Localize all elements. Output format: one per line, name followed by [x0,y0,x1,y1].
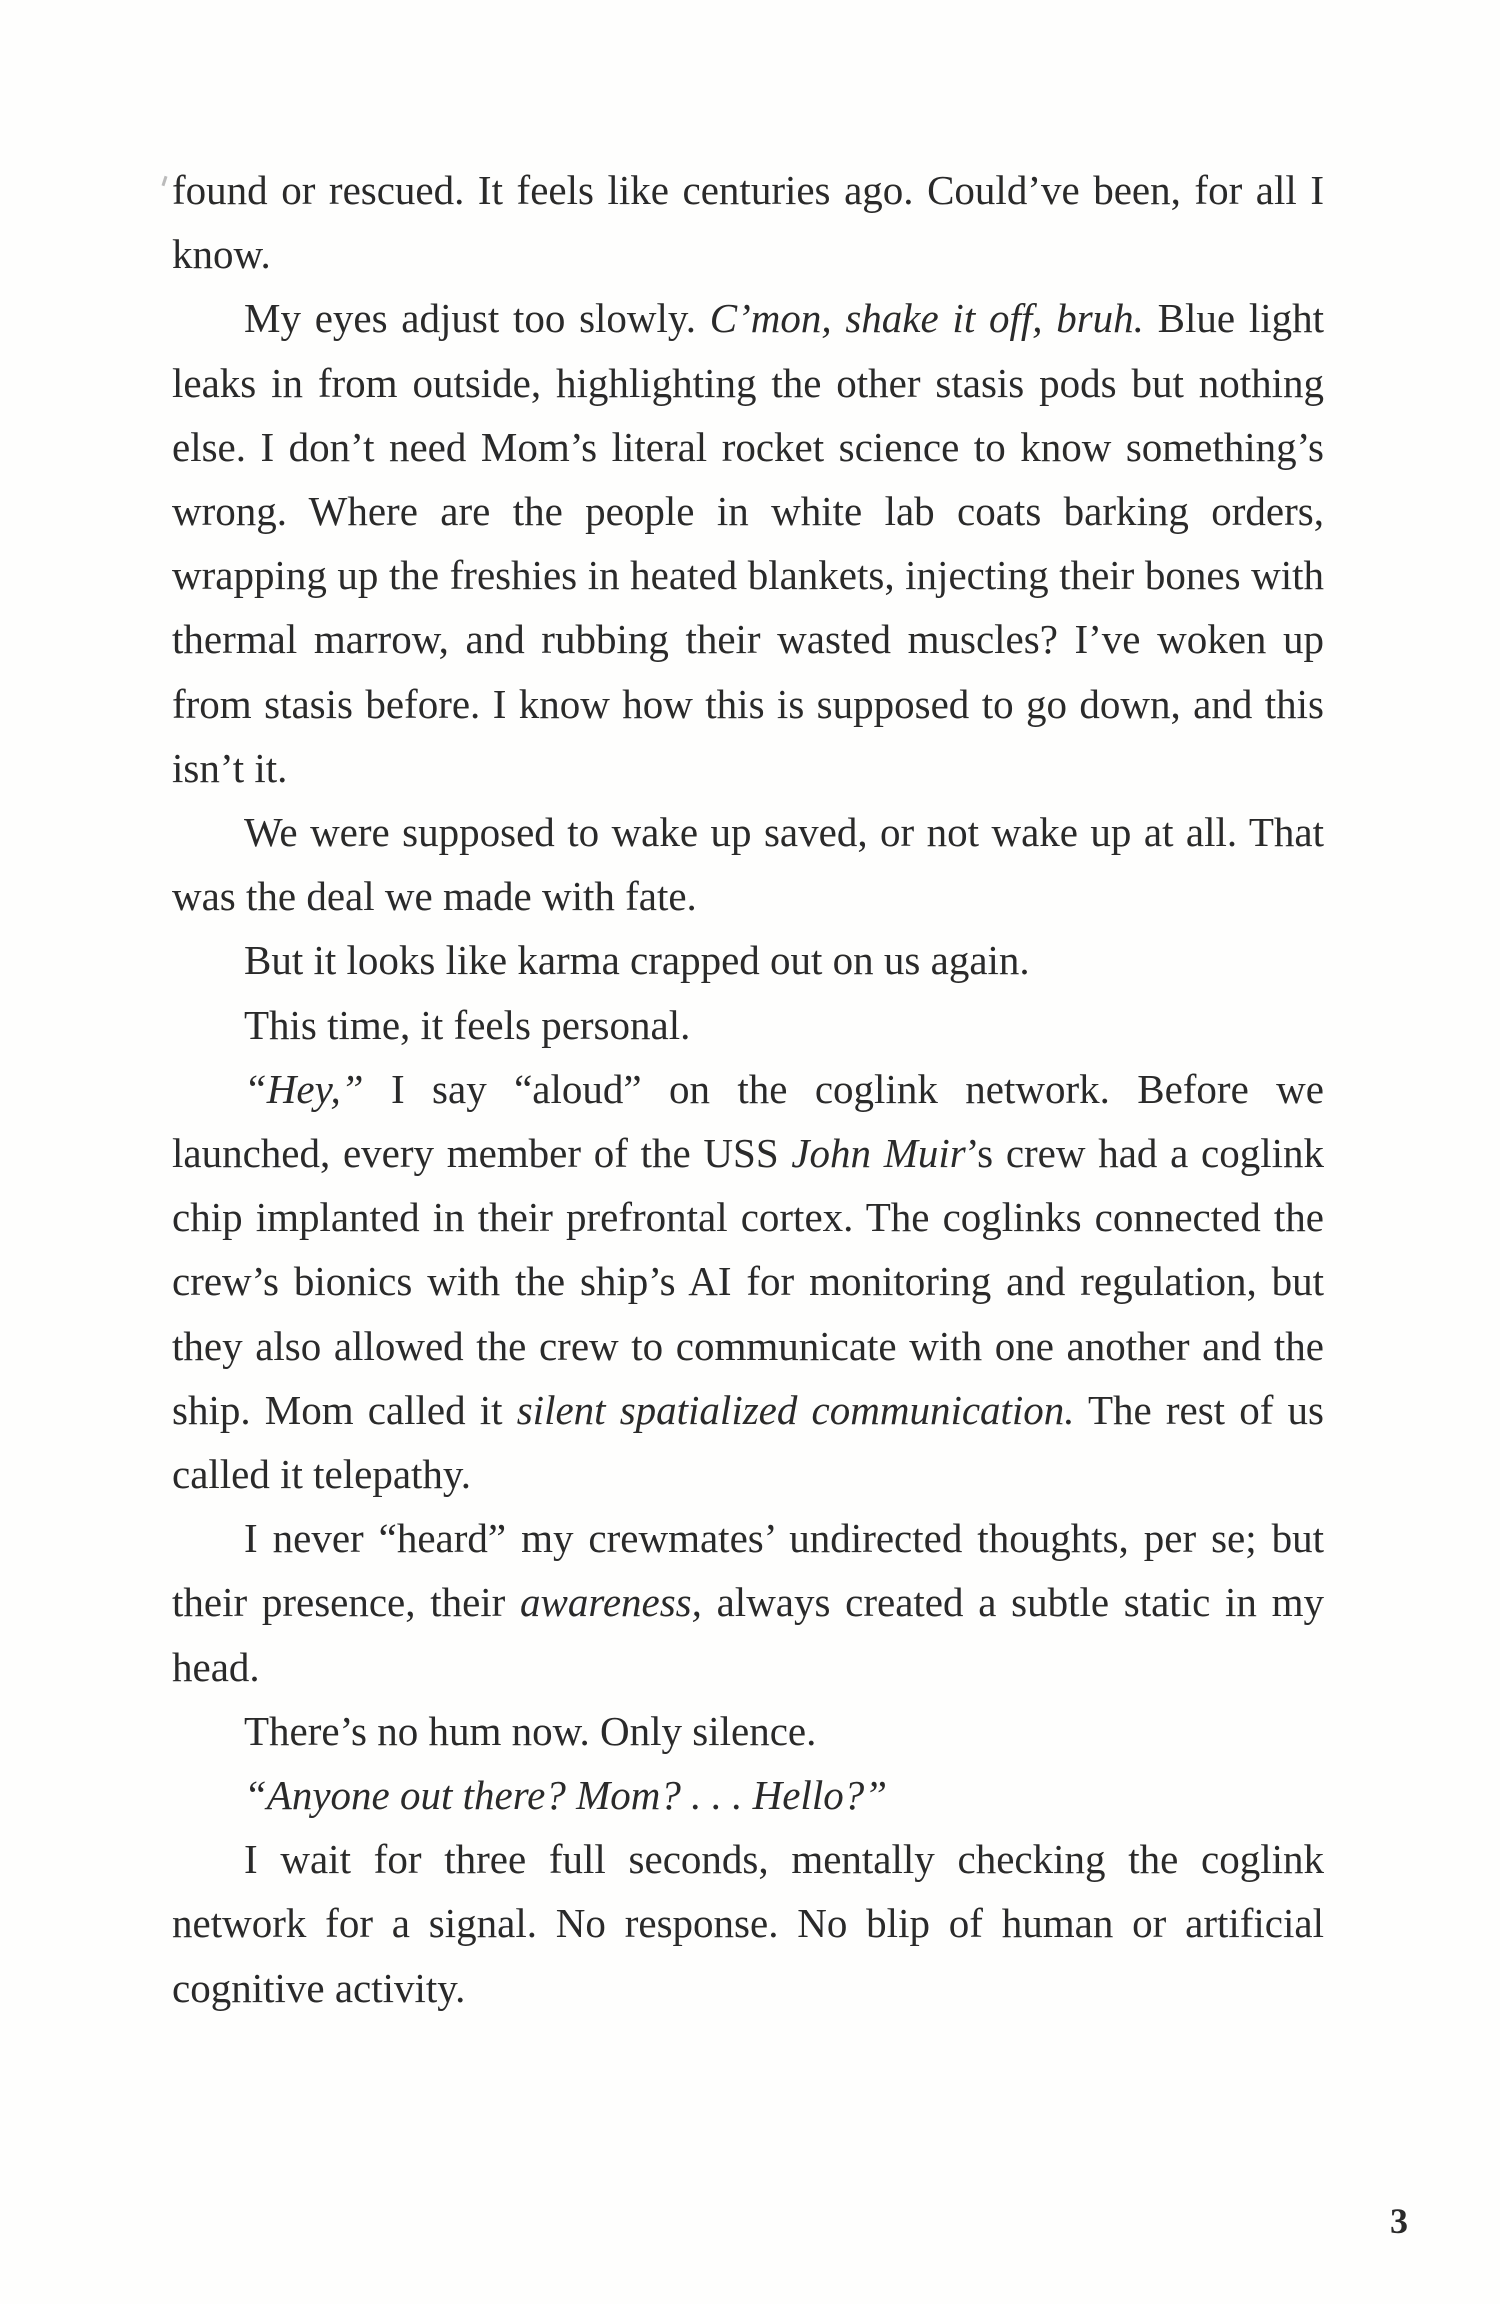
page-number: 3 [1390,2201,1408,2241]
paragraph-10: I wait for three full seconds, mentally checking the coglink network for a signal. No response. No blip of human or artificial cognitive activity. [172,1836,1324,2011]
paragraph-1: found or rescued. It feels like centuries ago. Could’ve been, for all I know. [172,167,1324,278]
paragraph-8: There’s no hum now. Only silence. [244,1707,817,1754]
body-text [172,158,1324,2020]
scan-speck [162,176,168,186]
paragraph-6: “Hey,” I say “aloud” on the coglink network. Before we launched, every member of the USS John Muir’s crew had a coglink chip implanted in their prefrontal cortex. The coglinks connected the crew’s bionics with the ship’s AI for monitoring and regulation, but they also allowed the crew to communicate with one another and the ship. Mom called it silent spatialized communication. The rest of us called it telepathy. [172,1065,1324,1498]
paragraph-4: But it looks like karma crapped out on us again. [244,937,1030,984]
paragraph-7: I never “heard” my crewmates’ undirected thoughts, per se; but their presence, their awareness, always created a subtle static in my head. [172,1515,1324,1690]
paragraph-9: “Anyone out there? Mom? . . . Hello?” [244,1772,888,1819]
paragraph-5: This time, it feels personal. [244,1001,691,1048]
paragraph-3: We were supposed to wake up saved, or not wake up at all. That was the deal we made with fate. [172,809,1324,920]
paragraph-2: My eyes adjust too slowly. C’mon, shake it off, bruh. Blue light leaks in from outside, highlighting the other stasis pods but nothing else. I don’t need Mom’s literal rocket science to know something’s wrong. Where are the people in white lab coats barking orders, wrapping up the freshies in heated blankets, injecting their bones with thermal marrow, and rubbing their wasted muscles? I’ve woken up from stasis before. I know how this is supposed to go down, and this isn’t it. [172,295,1324,791]
